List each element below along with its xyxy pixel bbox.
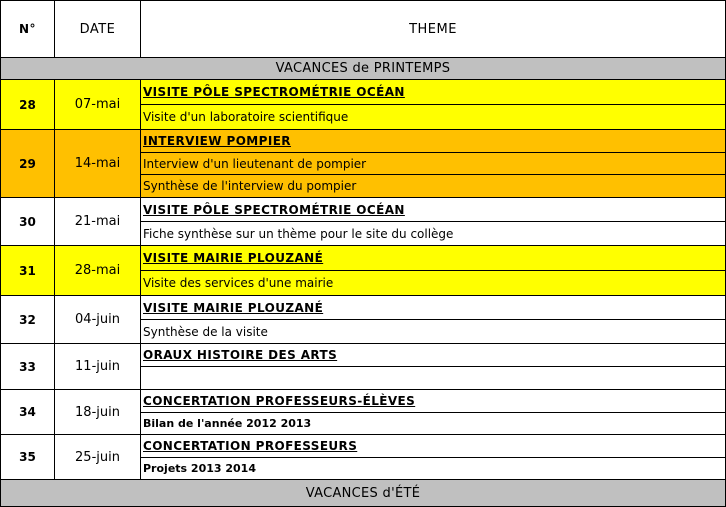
row-number: 29 xyxy=(0,130,55,198)
theme-title: VISITE PÔLE SPECTROMÉTRIE OCÉAN xyxy=(141,198,725,222)
theme-detail: Bilan de l'année 2012 2013 xyxy=(143,416,312,430)
row-date: 07-mai xyxy=(55,80,141,130)
row-number: 30 xyxy=(0,198,55,246)
theme-detail: Visite d'un laboratoire scientifique xyxy=(143,110,349,124)
row-date: 28-mai xyxy=(55,246,141,296)
theme-detail: Fiche synthèse sur un thème pour le site du collège xyxy=(143,226,454,241)
banner-spring-holidays: VACANCES de PRINTEMPS xyxy=(0,58,726,80)
row-date: 18-juin xyxy=(55,390,141,435)
theme-detail: Interview d'un lieutenant de pompier xyxy=(141,153,725,176)
row-number: 33 xyxy=(0,344,55,390)
header-date: DATE xyxy=(55,0,141,58)
row-theme xyxy=(141,198,726,246)
row-number: 32 xyxy=(0,296,55,344)
row-theme xyxy=(141,80,726,130)
row-theme xyxy=(141,296,726,344)
row-date: 04-juin xyxy=(55,296,141,344)
row-theme xyxy=(141,246,726,296)
row-theme xyxy=(141,344,726,390)
theme-title: INTERVIEW POMPIER xyxy=(141,130,725,153)
theme-detail: Synthèse de la visite xyxy=(143,324,268,339)
header-num: N° xyxy=(0,0,55,58)
theme-detail: Synthèse de l'interview du pompier xyxy=(143,179,357,194)
theme-title: CONCERTATION PROFESSEURS-ÉLÈVES xyxy=(141,390,725,413)
row-theme xyxy=(141,130,726,198)
row-number: 35 xyxy=(0,435,55,480)
row-theme xyxy=(141,435,726,480)
theme-detail: Visite des services d'une mairie xyxy=(143,276,334,290)
theme-title: VISITE MAIRIE PLOUZANÉ xyxy=(141,246,725,271)
row-number: 34 xyxy=(0,390,55,435)
row-number: 28 xyxy=(0,80,55,130)
theme-title: ORAUX HISTOIRE DES ARTS xyxy=(141,344,725,367)
row-date: 11-juin xyxy=(55,344,141,390)
row-number: 31 xyxy=(0,246,55,296)
row-theme xyxy=(141,390,726,435)
theme-detail: Projets 2013 2014 xyxy=(143,461,256,475)
banner-summer-holidays: VACANCES d'ÉTÉ xyxy=(0,480,726,507)
theme-title: CONCERTATION PROFESSEURS xyxy=(141,435,725,458)
row-date: 21-mai xyxy=(55,198,141,246)
header-theme: THEME xyxy=(141,0,726,58)
theme-title: VISITE MAIRIE PLOUZANÉ xyxy=(141,296,725,320)
row-date: 25-juin xyxy=(55,435,141,480)
row-date: 14-mai xyxy=(55,130,141,198)
theme-title: VISITE PÔLE SPECTROMÉTRIE OCÉAN xyxy=(141,80,725,105)
theme-detail xyxy=(141,367,725,389)
